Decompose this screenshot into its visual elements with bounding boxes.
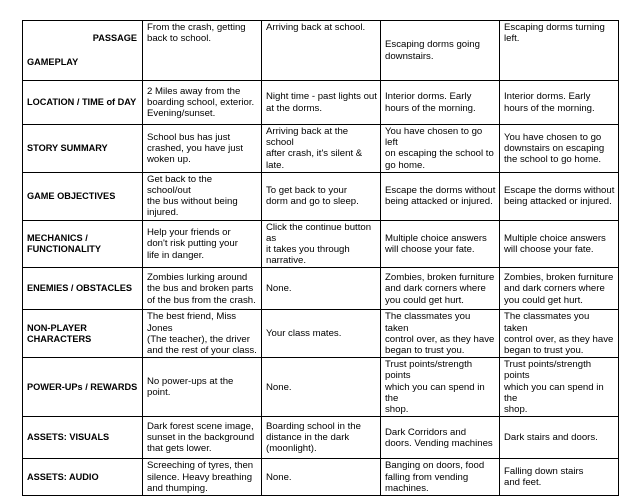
table-cell: The classmates you taken control over, as they have began to trust you. (500, 310, 619, 358)
table-cell: Banging on doors, food falling from vending machines. (381, 459, 500, 496)
table-row (23, 125, 619, 173)
table-cell: Screeching of tyres, then silence. Heavy breathing and thumping. (143, 459, 262, 496)
table-row (23, 310, 619, 358)
table-cell: No power-ups at the point. (143, 358, 262, 417)
table-cell: None. (262, 358, 381, 417)
passage-heading: PASSAGE (92, 33, 137, 44)
gameplay-heading: GAMEPLAY (27, 56, 79, 67)
table-cell: Multiple choice answers will choose your fate. (500, 220, 619, 268)
table-cell: Multiple choice answers will choose your fate. (381, 220, 500, 268)
table-row (23, 417, 619, 459)
table-cell: The classmates you taken control over, as they have began to trust you. (381, 310, 500, 358)
row-label: NON-PLAYER CHARACTERS (23, 310, 143, 358)
row-label: ASSETS: AUDIO (23, 459, 143, 496)
table-cell: Trust points/strength points which you can spend in the shop. (381, 358, 500, 417)
table-cell: Your class mates. (262, 310, 381, 358)
row-label: MECHANICS / FUNCTIONALITY (23, 220, 143, 268)
gameplay-passage-table (22, 20, 619, 496)
header-row (23, 21, 619, 81)
row-label: GAME OBJECTIVES (23, 172, 143, 220)
row-label: LOCATION / TIME of DAY (23, 81, 143, 125)
row-label: STORY SUMMARY (23, 125, 143, 173)
table-cell: Trust points/strength points which you can spend in the shop. (500, 358, 619, 417)
passage-column-header: Escaping dorms going downstairs. (381, 21, 500, 81)
row-label: ENEMIES / OBSTACLES (23, 268, 143, 310)
table-cell: Click the continue button as it takes you through narrative. (262, 220, 381, 268)
passage-column-header: Arriving back at school. (262, 21, 381, 81)
table-cell: The best friend, Miss Jones (The teacher), the driver and the rest of your class. (143, 310, 262, 358)
table-cell: Falling down stairs and feet. (500, 459, 619, 496)
table-cell: Night time - past lights out at the dorms. (262, 81, 381, 125)
table-cell: You have chosen to go downstairs on escaping the school to go home. (500, 125, 619, 173)
table-row (23, 172, 619, 220)
passage-column-header: Escaping dorms turning left. (500, 21, 619, 81)
table-cell: Boarding school in the distance in the dark (moonlight). (262, 417, 381, 459)
table-cell: None. (262, 268, 381, 310)
table-cell: To get back to your dorm and go to sleep. (262, 172, 381, 220)
table-cell: Escape the dorms without being attacked or injured. (381, 172, 500, 220)
table-row (23, 220, 619, 268)
table-cell: Zombies, broken furniture and dark corners where you could get hurt. (500, 268, 619, 310)
table-cell: Dark forest scene image, sunset in the background that gets lower. (143, 417, 262, 459)
passage-column-header: From the crash, getting back to school. (143, 21, 262, 81)
table-cell: Escape the dorms without being attacked or injured. (500, 172, 619, 220)
table-cell: Interior dorms. Early hours of the morning. (381, 81, 500, 125)
table-cell: Zombies lurking around the bus and broken parts of the bus from the crash. (143, 268, 262, 310)
table-row (23, 81, 619, 125)
table-cell: Dark Corridors and doors. Vending machines (381, 417, 500, 459)
table-cell: Dark stairs and doors. (500, 417, 619, 459)
table-row (23, 268, 619, 310)
table-cell: None. (262, 459, 381, 496)
corner-cell (23, 21, 143, 81)
table-cell: Interior dorms. Early hours of the morning. (500, 81, 619, 125)
row-label: POWER-UPs / REWARDS (23, 358, 143, 417)
table-row (23, 358, 619, 417)
table-cell: Help your friends or don't risk putting your life in danger. (143, 220, 262, 268)
table-row (23, 459, 619, 496)
table-cell: You have chosen to go left on escaping the school to go home. (381, 125, 500, 173)
table-cell: 2 Miles away from the boarding school, exterior. Evening/sunset. (143, 81, 262, 125)
table-cell: Get back to the school/out the bus without being injured. (143, 172, 262, 220)
table-cell: Arriving back at the school after crash, it's silent & late. (262, 125, 381, 173)
table-cell: Zombies, broken furniture and dark corners where you could get hurt. (381, 268, 500, 310)
row-label: ASSETS: VISUALS (23, 417, 143, 459)
table-cell: School bus has just crashed, you have just woken up. (143, 125, 262, 173)
